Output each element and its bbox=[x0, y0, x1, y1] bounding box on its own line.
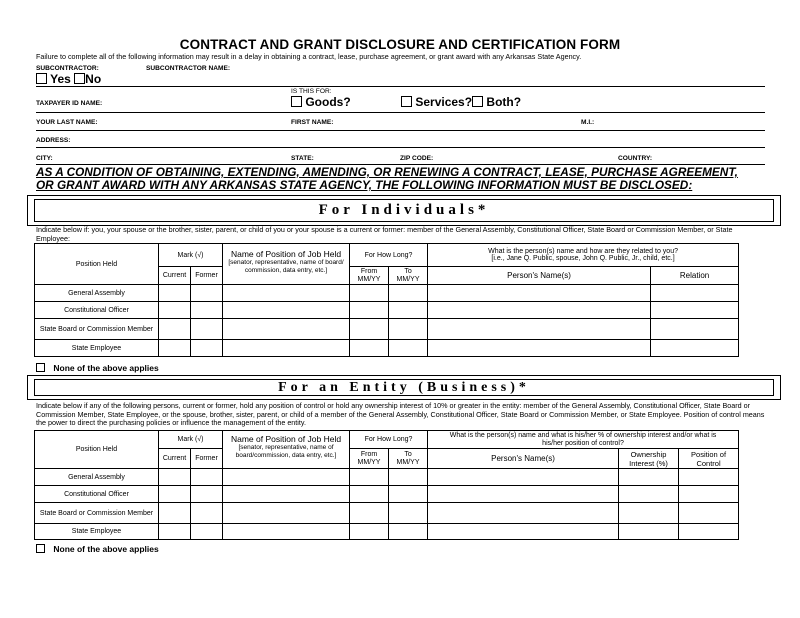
from-format: MM/YY bbox=[357, 458, 381, 466]
from-cell[interactable] bbox=[350, 469, 389, 486]
mark-header: Mark (√) bbox=[159, 244, 223, 267]
control-header: Position of Control bbox=[679, 449, 739, 469]
both-checkbox[interactable] bbox=[472, 96, 483, 107]
table-row bbox=[35, 302, 739, 319]
individuals-instruction: Indicate below if: you, your spouse or the brother, sister, parent, or child of you or your spouse is a current or former: member of the General Assembly, Constitutional Officer, State Board or Commission Member, or State Employee: bbox=[36, 225, 733, 243]
individuals-none-label: None of the above applies bbox=[53, 363, 159, 373]
to-label: To bbox=[404, 451, 412, 458]
yes-checkbox[interactable] bbox=[36, 73, 47, 84]
individuals-section-title: For Individuals* bbox=[318, 202, 490, 218]
both-label: Both? bbox=[486, 95, 522, 109]
job-cell[interactable] bbox=[223, 340, 350, 357]
who-header: What is the person(s) name and what is his/her % of ownership interest and/or what is his/her position of control? bbox=[428, 431, 739, 449]
to-cell[interactable] bbox=[389, 469, 428, 486]
yes-label: Yes bbox=[50, 72, 71, 86]
to-format: MM/YY bbox=[396, 458, 420, 466]
row-label: State Employee bbox=[35, 340, 159, 357]
to-header bbox=[389, 449, 428, 469]
job-cell[interactable] bbox=[223, 469, 350, 486]
goods-label: Goods? bbox=[305, 95, 351, 109]
row-label: Constitutional Officer bbox=[35, 486, 159, 503]
relation-cell[interactable] bbox=[651, 302, 739, 319]
ownership-cell[interactable] bbox=[619, 503, 679, 524]
from-header bbox=[350, 449, 389, 469]
who-example: [i.e., Jane Q. Public, spouse, John Q. Public, Jr., child, etc.] bbox=[491, 255, 675, 262]
job-cell[interactable] bbox=[223, 524, 350, 540]
condition-line-2: OR GRANT AWARD WITH ANY ARKANSAS STATE AGENCY, THE FOLLOWING INFORMATION MUST BE DISCLOSED: bbox=[36, 178, 693, 192]
subcontractor-name-label: SUBCONTRACTOR NAME: bbox=[146, 65, 231, 72]
to-cell[interactable] bbox=[389, 319, 428, 340]
relation-header: Relation bbox=[651, 267, 739, 285]
individuals-none-checkbox[interactable] bbox=[36, 363, 45, 372]
from-cell[interactable] bbox=[350, 302, 389, 319]
who-header bbox=[428, 244, 739, 267]
job-cell[interactable] bbox=[223, 503, 350, 524]
city-label: CITY: bbox=[36, 155, 53, 162]
current-cell[interactable] bbox=[159, 302, 191, 319]
form-title: CONTRACT AND GRANT DISCLOSURE AND CERTIFICATION FORM bbox=[179, 37, 621, 52]
name-cell[interactable] bbox=[428, 524, 619, 540]
current-cell[interactable] bbox=[159, 340, 191, 357]
services-checkbox[interactable] bbox=[401, 96, 412, 107]
from-cell[interactable] bbox=[350, 319, 389, 340]
services-label: Services? bbox=[415, 95, 473, 109]
mi-label: M.I.: bbox=[581, 119, 595, 126]
former-cell[interactable] bbox=[191, 524, 223, 540]
persons-name-header: Person's Name(s) bbox=[428, 267, 651, 285]
individuals-table bbox=[34, 243, 739, 357]
entity-none-applies bbox=[36, 544, 159, 554]
name-cell[interactable] bbox=[428, 302, 651, 319]
former-cell[interactable] bbox=[191, 285, 223, 302]
form-notice: Failure to complete all of the following information may result in a delay in obtaining a contract, lease, purchase agreement, or grant award with any Arkansas State Agency. bbox=[36, 52, 582, 61]
from-cell[interactable] bbox=[350, 524, 389, 540]
former-header: Former bbox=[191, 267, 223, 285]
is-this-for-label: IS THIS FOR: bbox=[291, 88, 332, 95]
row-label: Constitutional Officer bbox=[35, 302, 159, 319]
current-cell[interactable] bbox=[159, 285, 191, 302]
job-held-sub: [senator, representative, name of board/commission, data entry, etc.] bbox=[235, 444, 337, 459]
former-cell[interactable] bbox=[191, 486, 223, 503]
former-cell[interactable] bbox=[191, 469, 223, 486]
ownership-cell[interactable] bbox=[619, 486, 679, 503]
individuals-none-applies bbox=[36, 363, 159, 373]
entity-section-frame bbox=[27, 375, 781, 400]
from-cell[interactable] bbox=[350, 486, 389, 503]
current-header: Current bbox=[159, 267, 191, 285]
job-held-header bbox=[223, 431, 350, 469]
divider bbox=[36, 147, 765, 148]
job-cell[interactable] bbox=[223, 285, 350, 302]
divider bbox=[36, 112, 765, 113]
address-label: ADDRESS: bbox=[36, 137, 71, 144]
table-row bbox=[35, 319, 739, 340]
table-row bbox=[35, 469, 739, 486]
from-cell[interactable] bbox=[350, 503, 389, 524]
row-label: State Board or Commission Member bbox=[35, 503, 159, 524]
former-cell[interactable] bbox=[191, 340, 223, 357]
former-cell[interactable] bbox=[191, 319, 223, 340]
to-cell[interactable] bbox=[389, 302, 428, 319]
to-cell[interactable] bbox=[389, 285, 428, 302]
position-held-header: Position Held bbox=[35, 244, 159, 285]
current-cell[interactable] bbox=[159, 469, 191, 486]
taxpayer-id-label: TAXPAYER ID NAME: bbox=[36, 100, 103, 107]
subcontractor-options bbox=[36, 72, 101, 86]
state-label: STATE: bbox=[291, 155, 314, 162]
persons-name-header: Person's Name(s) bbox=[428, 449, 619, 469]
current-cell[interactable] bbox=[159, 486, 191, 503]
how-long-header: For How Long? bbox=[350, 431, 428, 449]
job-cell[interactable] bbox=[223, 486, 350, 503]
to-header bbox=[389, 267, 428, 285]
services-both-options bbox=[401, 95, 521, 109]
current-cell[interactable] bbox=[159, 524, 191, 540]
individuals-section-frame bbox=[27, 195, 781, 226]
name-cell[interactable] bbox=[428, 319, 651, 340]
from-cell[interactable] bbox=[350, 285, 389, 302]
table-row bbox=[35, 503, 739, 524]
job-held-header bbox=[223, 244, 350, 285]
ownership-header: Ownership Interest (%) bbox=[619, 449, 679, 469]
relation-cell[interactable] bbox=[651, 319, 739, 340]
entity-none-checkbox[interactable] bbox=[36, 544, 45, 553]
name-cell[interactable] bbox=[428, 285, 651, 302]
to-label: To bbox=[404, 268, 412, 275]
entity-section-inner bbox=[34, 379, 774, 396]
ownership-cell[interactable] bbox=[619, 524, 679, 540]
entity-table bbox=[34, 430, 739, 540]
control-cell[interactable] bbox=[679, 524, 739, 540]
current-cell[interactable] bbox=[159, 319, 191, 340]
name-cell[interactable] bbox=[428, 340, 651, 357]
condition-line-1: AS A CONDITION OF OBTAINING, EXTENDING, AMENDING, OR RENEWING A CONTRACT, LEASE, PURCHASE AGREEMENT, bbox=[36, 165, 738, 179]
from-label: From bbox=[360, 451, 378, 458]
from-header bbox=[350, 267, 389, 285]
no-checkbox[interactable] bbox=[74, 73, 85, 84]
from-cell[interactable] bbox=[350, 340, 389, 357]
relation-cell[interactable] bbox=[651, 285, 739, 302]
table-row bbox=[35, 486, 739, 503]
job-held-title: Name of Position of Job Held bbox=[230, 434, 342, 444]
job-cell[interactable] bbox=[223, 302, 350, 319]
zip-label: ZIP CODE: bbox=[400, 155, 434, 162]
former-header: Former bbox=[191, 449, 223, 469]
relation-cell[interactable] bbox=[651, 340, 739, 357]
ownership-cell[interactable] bbox=[619, 469, 679, 486]
to-cell[interactable] bbox=[389, 486, 428, 503]
row-label: State Employee bbox=[35, 524, 159, 540]
to-cell[interactable] bbox=[389, 503, 428, 524]
to-cell[interactable] bbox=[389, 524, 428, 540]
goods-option bbox=[291, 95, 351, 109]
job-held-sub: [senator, representative, name of board/ commission, data entry, etc.] bbox=[228, 259, 344, 274]
row-label: State Board or Commission Member bbox=[35, 319, 159, 340]
divider bbox=[36, 86, 765, 87]
who-question: What is the person(s) name and how are they related to you? bbox=[488, 247, 678, 255]
individuals-section-inner bbox=[34, 199, 774, 222]
former-cell[interactable] bbox=[191, 302, 223, 319]
name-cell[interactable] bbox=[428, 469, 619, 486]
position-held-header: Position Held bbox=[35, 431, 159, 469]
no-label: No bbox=[85, 72, 102, 86]
table-row bbox=[35, 285, 739, 302]
to-format: MM/YY bbox=[396, 275, 420, 283]
row-label: General Assembly bbox=[35, 469, 159, 486]
how-long-header: For How Long? bbox=[350, 244, 428, 267]
control-cell[interactable] bbox=[679, 503, 739, 524]
mark-header: Mark (√) bbox=[159, 431, 223, 449]
from-label: From bbox=[360, 268, 378, 275]
name-cell[interactable] bbox=[428, 486, 619, 503]
last-name-label: YOUR LAST NAME: bbox=[36, 119, 98, 126]
country-label: COUNTRY: bbox=[618, 155, 653, 162]
to-cell[interactable] bbox=[389, 340, 428, 357]
first-name-label: FIRST NAME: bbox=[291, 119, 334, 126]
job-cell[interactable] bbox=[223, 319, 350, 340]
control-cell[interactable] bbox=[679, 469, 739, 486]
job-held-title: Name of Position of Job Held bbox=[230, 249, 342, 259]
name-cell[interactable] bbox=[428, 503, 619, 524]
table-row bbox=[35, 524, 739, 540]
row-label: General Assembly bbox=[35, 285, 159, 302]
from-format: MM/YY bbox=[357, 275, 381, 283]
divider bbox=[36, 130, 765, 131]
goods-checkbox[interactable] bbox=[291, 96, 302, 107]
current-header: Current bbox=[159, 449, 191, 469]
control-cell[interactable] bbox=[679, 486, 739, 503]
entity-instruction: Indicate below if any of the following persons, current or former, hold any position of control or hold any ownership interest of 10% or greater in the entity: member of the General Assembly, Constitutional Officer, State Board or Commission Member, State Employee, or the spouse, brother, sister, parent, or child of a member of the General Assembly, Constitutional Officer, State Board or Commission Member, or State Employee. Position of control means the power to direct the purchasing policies or influence the management of the entity. bbox=[36, 401, 765, 427]
former-cell[interactable] bbox=[191, 503, 223, 524]
condition-statement bbox=[36, 166, 756, 192]
entity-none-label: None of the above applies bbox=[53, 544, 159, 554]
current-cell[interactable] bbox=[159, 503, 191, 524]
table-row bbox=[35, 340, 739, 357]
entity-section-title: For an Entity (Business)* bbox=[278, 379, 530, 395]
subcontractor-label: SUBCONTRACTOR: bbox=[36, 65, 99, 72]
